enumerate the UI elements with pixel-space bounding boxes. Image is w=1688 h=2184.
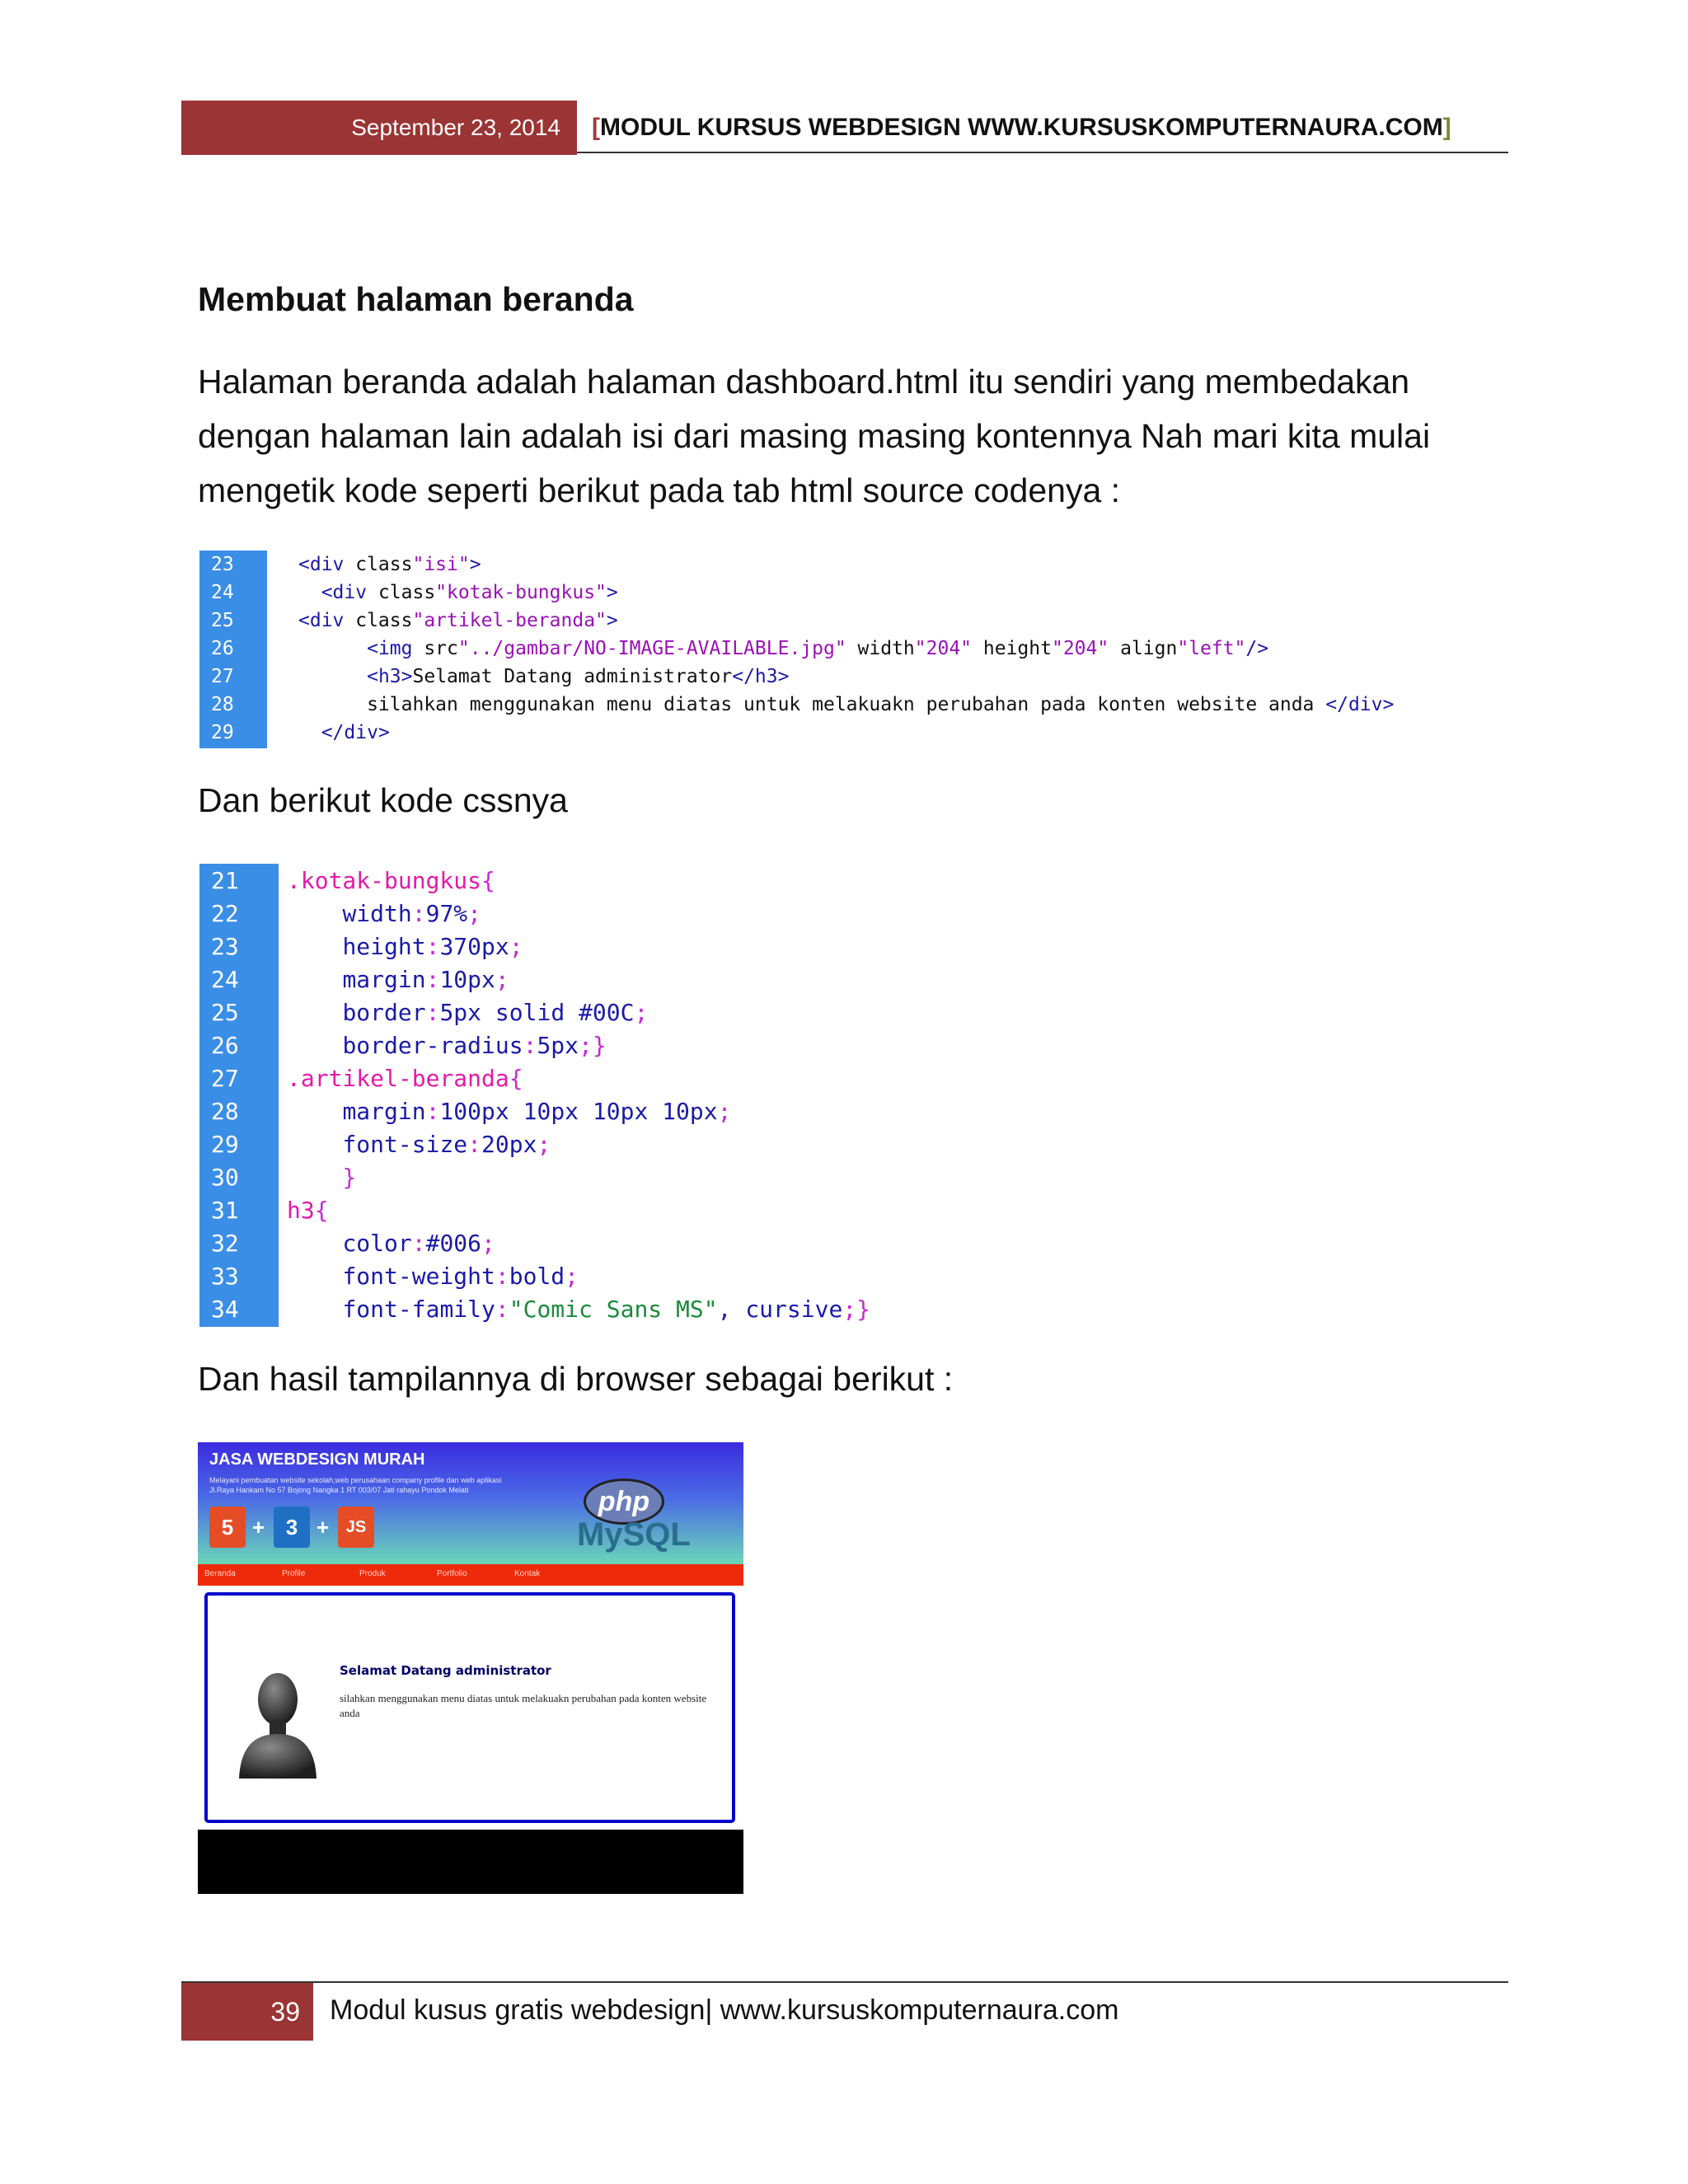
line-number: 29 [211, 1131, 239, 1158]
code-line: border:5px solid #00C; [342, 999, 649, 1026]
plus-icon: + [316, 1515, 330, 1540]
code-line: } [342, 1164, 357, 1191]
nav-item-portfolio[interactable]: Portfolio [437, 1569, 467, 1578]
header-title-text: MODUL KURSUS WEBDESIGN WWW.KURSUSKOMPUTERNAURA.COM [600, 114, 1443, 141]
code-line: color:#006; [342, 1230, 495, 1257]
code-line: font-weight:bold; [342, 1263, 579, 1290]
site-nav [198, 1564, 743, 1586]
line-number: 21 [211, 867, 239, 894]
code-line: <div class"isi"> [298, 554, 481, 575]
site-content [198, 1586, 743, 1830]
code-line: font-family:"Comic Sans MS", cursive;} [342, 1296, 871, 1323]
line-number: 28 [211, 694, 234, 715]
section-paragraph: Halaman beranda adalah halaman dashboard.html itu sendiri yang membedakan dengan halaman lain adalah isi dari masing masing kontennya Nah mari kita mulai mengetik kode seperti berikut pada tab html source codenya : [198, 363, 1431, 509]
banner-subtitle: Melayani pembuatan website sekolah,web perusahaan company profile dan web aplikasi Jl.Raya Hankam No 57 Bojong Nangka 1 RT 003/07 Jati rahayu Pondok Melati [209, 1476, 502, 1494]
footer-rule [181, 1981, 1508, 1983]
line-number: 34 [211, 1296, 239, 1323]
code-line: </div> [321, 722, 390, 743]
code-line: margin:10px; [342, 966, 509, 993]
footer-text: Modul kusus gratis webdesign| www.kursuskomputernaura.com [330, 1994, 1119, 2026]
code-line: h3{ [287, 1197, 329, 1224]
code-line: margin:100px 10px 10px 10px; [342, 1098, 732, 1125]
header-bracket-close: ] [1442, 114, 1451, 141]
code-line: <h3>Selamat Datang administrator</h3> [367, 666, 790, 687]
site-banner [198, 1442, 743, 1564]
code-line: .artikel-beranda{ [287, 1065, 523, 1092]
line-number: 25 [211, 999, 239, 1026]
line-number: 22 [211, 900, 239, 927]
php-logo-icon: php [584, 1479, 664, 1525]
line-number: 24 [211, 582, 234, 603]
welcome-text: silahkan menggunakan menu diatas untuk melakuakn perubahan pada konten website anda [340, 1692, 707, 1719]
css3-icon: 3 [274, 1507, 310, 1548]
header-rule [577, 152, 1508, 153]
code-line: silahkan menggunakan menu diatas untuk melakuakn perubahan pada konten website anda </div> [298, 694, 1395, 715]
header-bracket-open: [ [592, 114, 600, 141]
user-avatar-icon [232, 1661, 323, 1785]
code-line: width:97%; [342, 900, 482, 927]
line-number: 24 [211, 966, 239, 993]
nav-item-beranda[interactable]: Beranda [204, 1569, 236, 1578]
code-line: border-radius:5px;} [342, 1032, 607, 1059]
line-number: 27 [211, 1065, 239, 1092]
html-code-block [199, 551, 1485, 748]
line-number-gutter [199, 551, 267, 748]
code-line: .kotak-bungkus{ [287, 867, 495, 894]
line-number: 28 [211, 1098, 239, 1125]
line-number: 25 [211, 610, 234, 631]
line-number: 23 [211, 554, 234, 575]
css-label: Dan berikut kode cssnya [198, 781, 568, 819]
line-number-gutter [199, 864, 279, 1327]
kotak-bungkus [204, 1592, 735, 1823]
html5-icon: 5 [209, 1507, 246, 1548]
line-number: 30 [211, 1164, 239, 1191]
banner-title: JASA WEBDESIGN MURAH [209, 1451, 425, 1469]
javascript-icon: JS [338, 1507, 374, 1548]
line-number: 26 [211, 638, 234, 659]
header-title [592, 107, 1451, 148]
line-number: 32 [211, 1230, 239, 1257]
page-number: 39 [181, 1983, 313, 2041]
header-date: September 23, 2014 [181, 101, 577, 155]
code-line: font-size:20px; [342, 1131, 551, 1158]
line-number: 31 [211, 1197, 239, 1224]
code-line: <div class"kotak-bungkus"> [321, 582, 618, 603]
result-label: Dan hasil tampilannya di browser sebagai berikut : [198, 1360, 954, 1398]
line-number: 23 [211, 933, 239, 960]
browser-preview-screenshot [198, 1442, 743, 1894]
mysql-logo-icon: MySQL [577, 1516, 691, 1553]
line-number: 27 [211, 666, 234, 687]
nav-item-profile[interactable]: Profile [282, 1569, 306, 1578]
css-code-block [199, 864, 908, 1327]
section-heading: Membuat halaman beranda [198, 280, 634, 318]
code-line: <img src"../gambar/NO-IMAGE-AVAILABLE.jpg" width"204" height"204" align"left"/> [367, 638, 1269, 659]
nav-item-produk[interactable]: Produk [359, 1569, 386, 1578]
nav-item-kontak[interactable]: Kontak [514, 1569, 541, 1578]
line-number: 26 [211, 1032, 239, 1059]
plus-icon: + [252, 1515, 265, 1540]
code-line: <div class"artikel-beranda"> [298, 610, 618, 631]
welcome-heading: Selamat Datang administrator [340, 1663, 551, 1678]
code-line: height:370px; [342, 933, 523, 960]
line-number: 33 [211, 1263, 239, 1290]
line-number: 29 [211, 722, 234, 743]
